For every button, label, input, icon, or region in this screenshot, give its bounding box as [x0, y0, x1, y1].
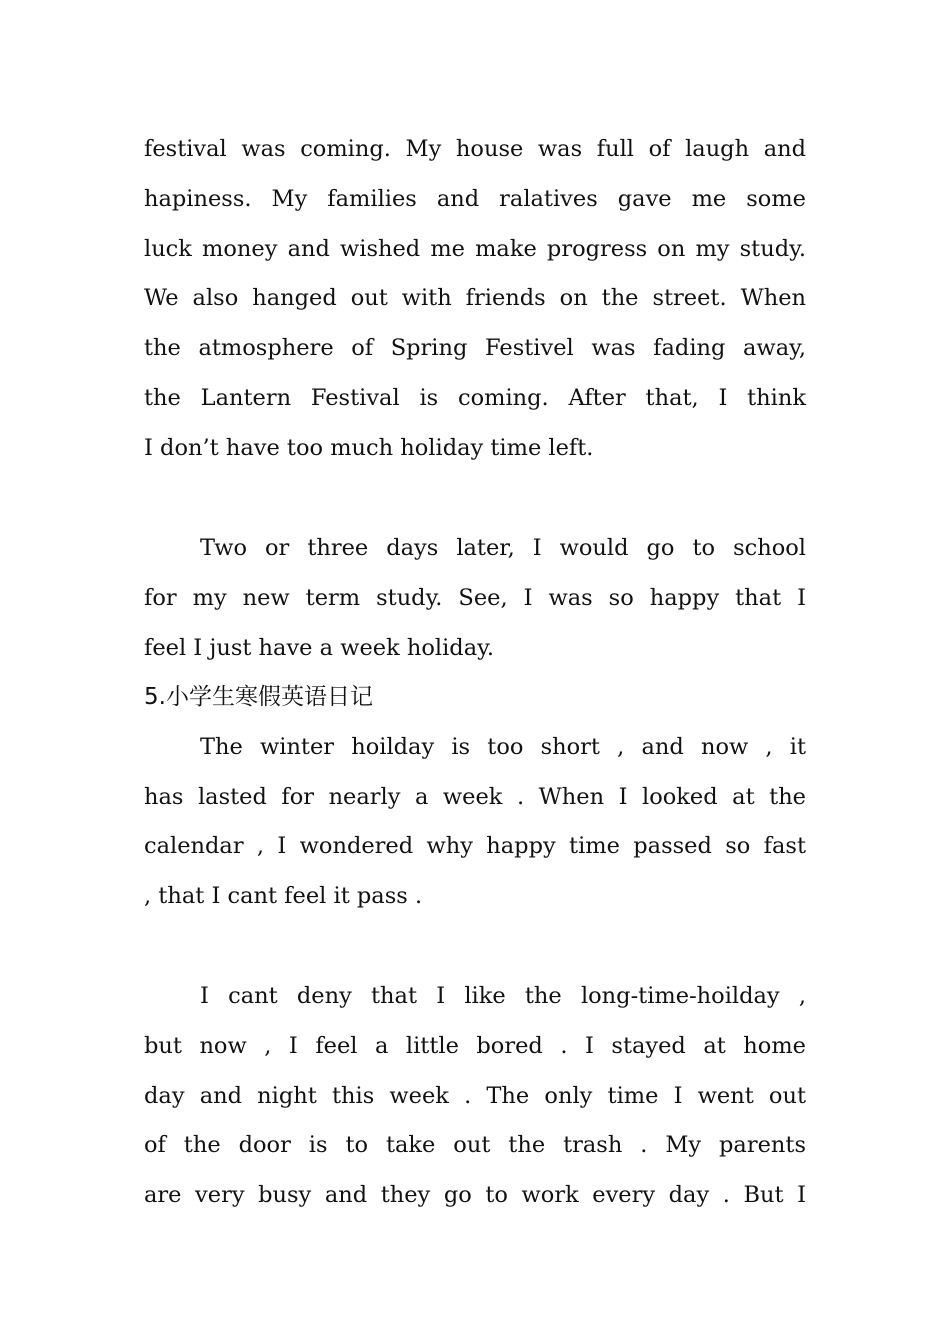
paragraph-line: the Lantern Festival is coming. After that, I think [144, 384, 806, 411]
paragraph-line: of the door is to take out the trash . My parents [144, 1132, 806, 1159]
paragraph-line: festival was coming. My house was full of laugh and [144, 136, 806, 162]
paragraph-line: are very busy and they go to work every day . But I [144, 1182, 806, 1209]
paragraph-line: We also hanged out with friends on the street. When [144, 285, 806, 312]
paragraph-line: has lasted for nearly a week . When I looked at the [144, 783, 806, 810]
paragraph-line: hapiness. My families and ralatives gave me some [144, 185, 806, 212]
paragraph-2 [144, 524, 806, 673]
paragraph-line: luck money and wished me make progress on my study. [144, 235, 806, 262]
paragraph-line: I cant deny that I like the long-time-hoilday , [200, 983, 806, 1009]
paragraph-line: feel I just have a week holiday. [144, 634, 495, 661]
paragraph-4 [144, 972, 806, 1221]
paragraph-line: the atmosphere of Spring Festivel was fading away, [144, 335, 806, 362]
paragraph-1 [144, 125, 806, 474]
paragraph-line: Two or three days later, I would go to school [200, 535, 806, 561]
paragraph-line: but now , I feel a little bored . I stayed at home [144, 1032, 806, 1059]
paragraph-line: for my new term study. See, I was so happy that I [144, 584, 806, 611]
paragraph-line: calendar , I wondered why happy time passed so fast [144, 833, 806, 860]
section-heading: 5.小学生寒假英语日记 [144, 684, 373, 710]
paragraph-line: I don’t have too much holiday time left. [144, 434, 594, 461]
section-block [144, 673, 806, 922]
paragraph-line: day and night this week . The only time I went out [144, 1082, 806, 1109]
paragraph-line: , that I cant feel it pass . [144, 883, 423, 910]
paragraph-line: The winter hoilday is too short , and now , it [200, 733, 806, 760]
